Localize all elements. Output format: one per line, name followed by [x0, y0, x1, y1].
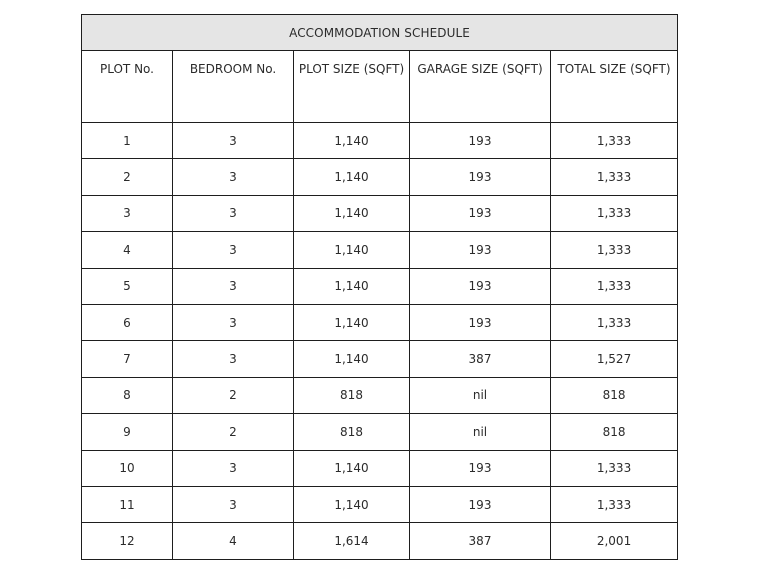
- total-size-cell: 1,333: [551, 268, 678, 304]
- header-plot-no: PLOT No.: [82, 51, 173, 123]
- table-row: [82, 268, 678, 304]
- bedroom-no-cell: 3: [173, 486, 294, 522]
- plot-size-cell: 1,140: [294, 268, 410, 304]
- table-row: [82, 159, 678, 195]
- table-row: [82, 377, 678, 413]
- bedroom-no-cell: 2: [173, 377, 294, 413]
- plot-no-cell: 8: [82, 377, 173, 413]
- header-garage-size: GARAGE SIZE (SQFT): [410, 51, 551, 123]
- table-row: [82, 304, 678, 340]
- plot-no-cell: 9: [82, 414, 173, 450]
- plot-no-cell: 10: [82, 450, 173, 486]
- plot-no-cell: 7: [82, 341, 173, 377]
- plot-no-cell: 5: [82, 268, 173, 304]
- plot-no-cell: 3: [82, 195, 173, 231]
- bedroom-no-cell: 2: [173, 414, 294, 450]
- plot-no-cell: 12: [82, 523, 173, 559]
- garage-size-cell: 387: [410, 341, 551, 377]
- bedroom-no-cell: 3: [173, 159, 294, 195]
- table-row: [82, 123, 678, 159]
- total-size-cell: 1,527: [551, 341, 678, 377]
- table-title-row: [82, 15, 678, 51]
- plot-no-cell: 11: [82, 486, 173, 522]
- bedroom-no-cell: 4: [173, 523, 294, 559]
- garage-size-cell: 193: [410, 232, 551, 268]
- table-row: [82, 232, 678, 268]
- plot-size-cell: 1,140: [294, 123, 410, 159]
- total-size-cell: 1,333: [551, 159, 678, 195]
- plot-no-cell: 1: [82, 123, 173, 159]
- plot-size-cell: 1,140: [294, 450, 410, 486]
- garage-size-cell: nil: [410, 414, 551, 450]
- total-size-cell: 1,333: [551, 232, 678, 268]
- bedroom-no-cell: 3: [173, 195, 294, 231]
- plot-size-cell: 1,140: [294, 195, 410, 231]
- bedroom-no-cell: 3: [173, 341, 294, 377]
- table-row: [82, 486, 678, 522]
- garage-size-cell: nil: [410, 377, 551, 413]
- table-row: [82, 195, 678, 231]
- bedroom-no-cell: 3: [173, 268, 294, 304]
- plot-size-cell: 818: [294, 377, 410, 413]
- bedroom-no-cell: 3: [173, 123, 294, 159]
- table-row: [82, 341, 678, 377]
- table-header-row: [82, 51, 678, 123]
- plot-size-cell: 1,140: [294, 159, 410, 195]
- garage-size-cell: 193: [410, 268, 551, 304]
- table-row: [82, 450, 678, 486]
- total-size-cell: 2,001: [551, 523, 678, 559]
- garage-size-cell: 193: [410, 159, 551, 195]
- plot-size-cell: 1,140: [294, 232, 410, 268]
- total-size-cell: 1,333: [551, 304, 678, 340]
- plot-size-cell: 1,140: [294, 341, 410, 377]
- table-title: ACCOMMODATION SCHEDULE: [82, 15, 678, 51]
- garage-size-cell: 193: [410, 123, 551, 159]
- bedroom-no-cell: 3: [173, 232, 294, 268]
- total-size-cell: 1,333: [551, 450, 678, 486]
- plot-no-cell: 6: [82, 304, 173, 340]
- garage-size-cell: 387: [410, 523, 551, 559]
- accommodation-schedule-table: [81, 14, 678, 560]
- total-size-cell: 1,333: [551, 486, 678, 522]
- total-size-cell: 1,333: [551, 123, 678, 159]
- plot-size-cell: 818: [294, 414, 410, 450]
- garage-size-cell: 193: [410, 195, 551, 231]
- bedroom-no-cell: 3: [173, 304, 294, 340]
- plot-size-cell: 1,140: [294, 304, 410, 340]
- plot-size-cell: 1,140: [294, 486, 410, 522]
- plot-no-cell: 2: [82, 159, 173, 195]
- garage-size-cell: 193: [410, 486, 551, 522]
- plot-size-cell: 1,614: [294, 523, 410, 559]
- header-total-size: TOTAL SIZE (SQFT): [551, 51, 678, 123]
- bedroom-no-cell: 3: [173, 450, 294, 486]
- garage-size-cell: 193: [410, 304, 551, 340]
- header-bedroom-no: BEDROOM No.: [173, 51, 294, 123]
- table-row: [82, 523, 678, 559]
- total-size-cell: 818: [551, 377, 678, 413]
- table-body: [82, 123, 678, 560]
- total-size-cell: 818: [551, 414, 678, 450]
- header-plot-size: PLOT SIZE (SQFT): [294, 51, 410, 123]
- garage-size-cell: 193: [410, 450, 551, 486]
- plot-no-cell: 4: [82, 232, 173, 268]
- table-row: [82, 414, 678, 450]
- total-size-cell: 1,333: [551, 195, 678, 231]
